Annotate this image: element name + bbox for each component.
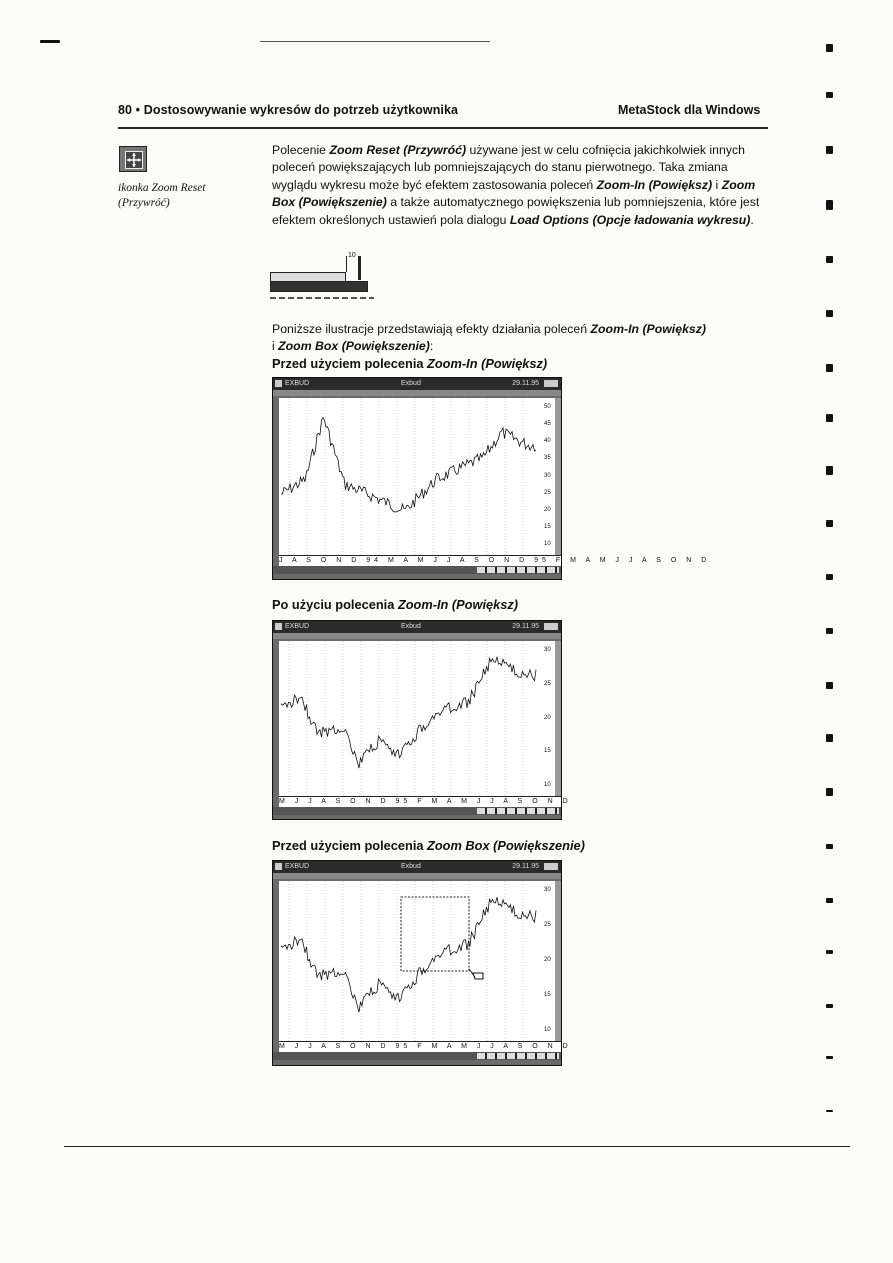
icon-caption-line: (Przywróć) [118,197,170,209]
horizontal-scrollbar[interactable] [273,807,561,815]
price-axis [541,881,555,1041]
zoom-reset-icon-glyph [125,151,143,169]
price-axis [541,641,555,796]
price-tick-label: 15 [544,523,551,530]
header-rule [118,127,768,129]
scan-mark [826,1004,833,1008]
chart-titlebar [273,621,561,633]
scan-mark [826,898,833,903]
zoom-toolbar-buttons[interactable] [477,567,559,573]
paragraph-illustrations [272,321,772,356]
price-tick-label: 15 [544,748,551,755]
price-tick-label: 30 [544,887,551,893]
price-plot-area [279,881,541,1041]
scan-mark [826,574,833,580]
maximize-icon[interactable] [544,380,558,387]
scan-mark [826,1110,833,1112]
toolbar-number: 10 [348,252,356,259]
zoom-reset-icon [119,146,147,172]
caption-text: Przed użyciem polecenia [272,356,428,371]
command-name: Zoom-In (Powiększ) [596,177,713,192]
price-tick-label: 15 [544,992,551,998]
chart-title-name: Exbud [401,623,421,630]
scan-mark [826,520,833,527]
text: . [750,212,754,227]
dialog-name: Load Options (Opcje ładowania wykresu) [509,212,751,227]
scan-mark [826,364,833,372]
chart-title-date: 29.11.95 [512,863,539,870]
toolbar-marker [346,256,347,272]
icon-caption-line: ikonka Zoom Reset [118,182,206,194]
price-chart-svg [279,881,541,1041]
chart-title-symbol: EXBUD [285,623,310,630]
price-tick-label: 10 [544,541,551,547]
horizontal-scrollbar[interactable] [273,1052,561,1060]
top-scan-line [260,41,490,42]
chart-menubar [273,390,561,396]
command-name: Zoom Box (Powiększenie) [272,177,756,210]
zoom-toolbar-buttons[interactable] [477,808,559,814]
toolbar-scale-bar [358,256,361,280]
caption-after-zoom-in [272,597,518,612]
system-menu-icon[interactable] [275,380,282,387]
price-tick-label: 20 [544,506,551,513]
scan-mark [826,92,833,98]
system-menu-icon[interactable] [275,863,282,870]
price-axis [541,398,555,555]
chart-window-before-zoom-in [272,377,711,580]
price-tick-label: 40 [544,438,551,445]
chart-title-date: 29.11.95 [512,623,539,630]
text: i [272,339,279,354]
toolbar-caption-line [270,297,374,299]
command-name: Zoom Box (Powiększenie) [278,339,430,354]
scan-mark [826,200,833,210]
maximize-icon[interactable] [544,623,558,630]
price-chart-svg [279,398,541,555]
text: Poniższe ilustracje przedstawiają efekty działania poleceń [272,322,591,336]
chart-menubar [273,873,561,879]
chart-title-name: Exbud [401,380,421,387]
price-plot-area [279,398,541,555]
date-axis: M J J A S O N D 95 F M A M J J A S O N D [279,798,572,805]
price-tick-label: 20 [544,957,551,963]
price-tick-label: 30 [544,472,551,479]
chart-title-date: 29.11.95 [512,380,539,387]
price-tick-label: 20 [544,714,551,721]
scan-mark [826,628,833,634]
scan-mark [826,256,833,263]
chart-window-before-zoom-box [272,860,572,1066]
caption-before-zoom-in [272,356,547,371]
price-tick-label: 25 [544,922,551,928]
zoom-toolbar-buttons[interactable] [477,1053,559,1059]
zoom-selection-box[interactable] [401,897,469,971]
running-header-title: 80 • Dostosowywanie wykresów do potrzeb użytkownika [118,103,459,117]
system-menu-icon[interactable] [275,623,282,630]
text: używane jest w celu cofnięcia jakichkolwiek innych poleceń powiększających lub pomniejszających do stanu pierwotnego. Taka zmiana wyglądu wykresu może być efektem zastosowania poleceń [272,143,745,192]
caption-command: Zoom Box (Powiększenie) [427,838,585,853]
caption-before-zoom-box [272,838,585,853]
vertical-scrollbar[interactable] [555,641,561,796]
maximize-icon[interactable] [544,863,558,870]
text: a także automatycznego powiększenia lub pomniejszenia, które jest efektem określonych ustawień pola dialogu [272,195,760,227]
date-axis: J A S O N D 94 M A M J J A S O N D 95 F M A M J J A S O N D [279,557,711,564]
scan-mark [40,40,60,43]
price-line [281,897,536,1012]
vertical-scrollbar[interactable] [555,881,561,1041]
chart-title-symbol: EXBUD [285,380,310,387]
caption-command: Zoom-In (Powiększ) [427,356,548,371]
price-tick-label: 45 [544,421,551,428]
arrows-icon [126,152,142,168]
scan-mark [826,44,833,52]
chart-title-symbol: EXBUD [285,863,310,870]
price-line [281,418,536,512]
icon-caption [118,181,228,211]
text: Polecenie [272,143,330,157]
scan-mark [826,734,833,742]
chart-titlebar [273,861,561,873]
chart-window-after-zoom-in [272,620,572,820]
price-tick-label: 30 [544,647,551,653]
scan-mark [826,310,833,317]
toolbar-illustration [270,252,378,300]
caption-text: Przed użyciem polecenia [272,838,428,853]
date-axis: M J J A S O N D 95 F M A M J J A S O N D [279,1043,572,1050]
caption-text: Po użyciu polecenia [272,597,398,612]
scan-mark [826,466,833,475]
toolbar-button-row [270,281,368,292]
price-tick-label: 25 [544,680,551,687]
command-name: Zoom-In (Powiększ) [590,322,706,336]
footer-rule [64,1146,850,1147]
scan-mark [826,414,833,422]
running-header-book: MetaStock dla Windows [618,103,761,117]
horizontal-scrollbar[interactable] [273,566,561,574]
vertical-scrollbar[interactable] [555,398,561,555]
price-tick-label: 10 [544,1027,551,1033]
price-tick-label: 35 [544,455,551,462]
scan-mark [826,950,833,954]
text: : [429,339,434,354]
chart-title-name: Exbud [401,863,421,870]
text: i [712,177,722,192]
chart-menubar [273,633,561,639]
scan-mark [826,682,833,689]
scan-mark [826,1056,833,1059]
price-tick-label: 25 [544,489,551,496]
chart-titlebar [273,378,561,390]
price-line [281,657,536,768]
caption-command: Zoom-In (Powiększ) [397,597,519,612]
paragraph-zoom-reset [272,142,772,229]
price-plot-area [279,641,541,796]
price-tick-label: 50 [544,404,551,410]
price-chart-svg [279,641,541,796]
scan-mark [826,146,833,154]
scan-mark [826,788,833,796]
magnifier-cursor-icon [469,969,483,979]
scan-mark [826,844,833,849]
command-name: Zoom Reset (Przywróć) [329,143,467,157]
price-tick-label: 10 [544,782,551,788]
